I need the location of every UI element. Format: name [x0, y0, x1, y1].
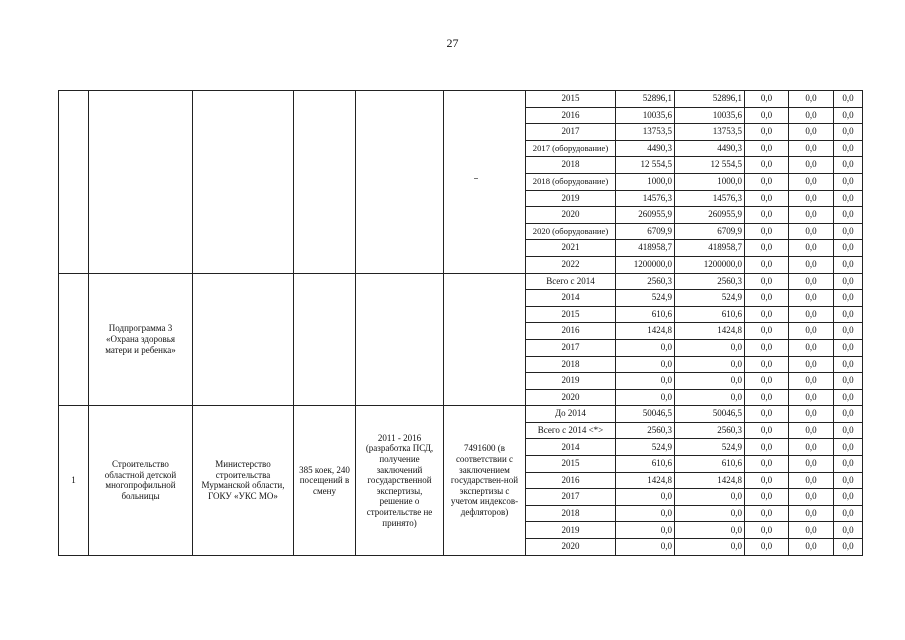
name-cell	[89, 91, 193, 274]
local-budget-cell: 0,0	[789, 124, 834, 141]
object-period: 2011 - 2016 (разработка ПСД, получение заключений государственной экспертизы, решение о строительстве не принято)	[356, 406, 444, 555]
other-sources-cell: 0,0	[834, 489, 863, 506]
federal-budget-cell: 0,0	[745, 140, 789, 157]
local-budget-cell: 0,0	[789, 356, 834, 373]
financing-table	[58, 90, 863, 556]
local-budget-cell: 0,0	[789, 223, 834, 240]
customer-cell	[193, 91, 294, 274]
federal-budget-cell: 0,0	[745, 107, 789, 124]
total-cell: 610,6	[616, 456, 675, 473]
year-cell: 2018	[526, 356, 616, 373]
other-sources-cell: 0,0	[834, 157, 863, 174]
total-cell: 0,0	[616, 522, 675, 539]
local-budget-cell: 0,0	[789, 306, 834, 323]
local-budget-cell: 0,0	[789, 339, 834, 356]
year-cell: 2020	[526, 389, 616, 406]
other-sources-cell: 0,0	[834, 140, 863, 157]
total-cell: 13753,5	[616, 124, 675, 141]
year-cell: 2016	[526, 323, 616, 340]
customer-cell	[193, 273, 294, 406]
federal-budget-cell: 0,0	[745, 472, 789, 489]
year-cell: Всего с 2014	[526, 273, 616, 290]
regional-budget-cell: 260955,9	[675, 207, 745, 224]
other-sources-cell: 0,0	[834, 456, 863, 473]
other-sources-cell: 0,0	[834, 173, 863, 190]
total-cell: 50046,5	[616, 406, 675, 423]
regional-budget-cell: 524,9	[675, 439, 745, 456]
regional-budget-cell: 0,0	[675, 356, 745, 373]
page-number: 27	[446, 36, 459, 50]
local-budget-cell: 0,0	[789, 173, 834, 190]
year-cell: 2019	[526, 522, 616, 539]
table-row	[59, 406, 863, 423]
local-budget-cell: 0,0	[789, 157, 834, 174]
year-cell: До 2014	[526, 406, 616, 423]
local-budget-cell: 0,0	[789, 91, 834, 108]
capacity-cell	[294, 91, 356, 274]
other-sources-cell: 0,0	[834, 505, 863, 522]
year-cell: 2020 (оборудование)	[526, 223, 616, 240]
other-sources-cell: 0,0	[834, 190, 863, 207]
total-cell: 52896,1	[616, 91, 675, 108]
total-cell: 0,0	[616, 539, 675, 556]
regional-budget-cell: 610,6	[675, 456, 745, 473]
federal-budget-cell: 0,0	[745, 389, 789, 406]
federal-budget-cell: 0,0	[745, 207, 789, 224]
total-cell: 0,0	[616, 389, 675, 406]
total-cell: 1000,0	[616, 173, 675, 190]
local-budget-cell: 0,0	[789, 422, 834, 439]
total-cell: 14576,3	[616, 190, 675, 207]
total-cell: 1424,8	[616, 323, 675, 340]
total-cell: 418958,7	[616, 240, 675, 257]
subprogram-name: Подпрограмма 3 «Охрана здоровья матери и ребенка»	[89, 273, 193, 406]
federal-budget-cell: 0,0	[745, 173, 789, 190]
local-budget-cell: 0,0	[789, 240, 834, 257]
total-cell: 1424,8	[616, 472, 675, 489]
regional-budget-cell: 0,0	[675, 373, 745, 390]
year-cell: 2019	[526, 190, 616, 207]
year-cell: 2014	[526, 439, 616, 456]
federal-budget-cell: 0,0	[745, 190, 789, 207]
total-cell: 2560,3	[616, 273, 675, 290]
period-cell	[356, 91, 444, 274]
federal-budget-cell: 0,0	[745, 439, 789, 456]
federal-budget-cell: 0,0	[745, 539, 789, 556]
local-budget-cell: 0,0	[789, 456, 834, 473]
regional-budget-cell: 2560,3	[675, 273, 745, 290]
total-cell: 0,0	[616, 339, 675, 356]
object-number: 1	[59, 406, 89, 555]
total-cell: 6709,9	[616, 223, 675, 240]
federal-budget-cell: 0,0	[745, 323, 789, 340]
federal-budget-cell: 0,0	[745, 422, 789, 439]
regional-budget-cell: 0,0	[675, 522, 745, 539]
year-cell: 2018	[526, 157, 616, 174]
local-budget-cell: 0,0	[789, 323, 834, 340]
total-cell: 4490,3	[616, 140, 675, 157]
object-cost: 7491600 (в соответствии с заключением государствен-ной экспертизы с учетом индексов-дефляторов)	[444, 406, 526, 555]
regional-budget-cell: 1200000,0	[675, 256, 745, 273]
federal-budget-cell: 0,0	[745, 522, 789, 539]
total-cell: 10035,6	[616, 107, 675, 124]
regional-budget-cell: 0,0	[675, 339, 745, 356]
regional-budget-cell: 1424,8	[675, 323, 745, 340]
local-budget-cell: 0,0	[789, 522, 834, 539]
local-budget-cell: 0,0	[789, 389, 834, 406]
total-cell: 2560,3	[616, 422, 675, 439]
number-cell	[59, 91, 89, 274]
other-sources-cell: 0,0	[834, 91, 863, 108]
other-sources-cell: 0,0	[834, 356, 863, 373]
local-budget-cell: 0,0	[789, 290, 834, 307]
other-sources-cell: 0,0	[834, 207, 863, 224]
year-cell: 2016	[526, 472, 616, 489]
regional-budget-cell: 0,0	[675, 539, 745, 556]
year-cell: 2015	[526, 91, 616, 108]
other-sources-cell: 0,0	[834, 273, 863, 290]
federal-budget-cell: 0,0	[745, 157, 789, 174]
stray-mark	[474, 178, 478, 179]
other-sources-cell: 0,0	[834, 406, 863, 423]
cost-cell	[444, 273, 526, 406]
federal-budget-cell: 0,0	[745, 373, 789, 390]
local-budget-cell: 0,0	[789, 190, 834, 207]
section-subprogram-3	[59, 273, 863, 406]
federal-budget-cell: 0,0	[745, 223, 789, 240]
regional-budget-cell: 0,0	[675, 489, 745, 506]
other-sources-cell: 0,0	[834, 472, 863, 489]
federal-budget-cell: 0,0	[745, 290, 789, 307]
section-object-1	[59, 406, 863, 555]
federal-budget-cell: 0,0	[745, 489, 789, 506]
federal-budget-cell: 0,0	[745, 456, 789, 473]
year-cell: Всего с 2014 <*>	[526, 422, 616, 439]
local-budget-cell: 0,0	[789, 140, 834, 157]
regional-budget-cell: 13753,5	[675, 124, 745, 141]
federal-budget-cell: 0,0	[745, 306, 789, 323]
capacity-cell	[294, 273, 356, 406]
other-sources-cell: 0,0	[834, 539, 863, 556]
regional-budget-cell: 0,0	[675, 389, 745, 406]
federal-budget-cell: 0,0	[745, 91, 789, 108]
total-cell: 0,0	[616, 373, 675, 390]
other-sources-cell: 0,0	[834, 373, 863, 390]
regional-budget-cell: 50046,5	[675, 406, 745, 423]
table-row	[59, 273, 863, 290]
cost-cell	[444, 91, 526, 274]
regional-budget-cell: 10035,6	[675, 107, 745, 124]
local-budget-cell: 0,0	[789, 439, 834, 456]
year-cell: 2015	[526, 456, 616, 473]
total-cell: 610,6	[616, 306, 675, 323]
regional-budget-cell: 1424,8	[675, 472, 745, 489]
total-cell: 0,0	[616, 356, 675, 373]
other-sources-cell: 0,0	[834, 422, 863, 439]
regional-budget-cell: 12 554,5	[675, 157, 745, 174]
other-sources-cell: 0,0	[834, 306, 863, 323]
table-row	[59, 91, 863, 108]
local-budget-cell: 0,0	[789, 256, 834, 273]
year-cell: 2014	[526, 290, 616, 307]
local-budget-cell: 0,0	[789, 273, 834, 290]
regional-budget-cell: 1000,0	[675, 173, 745, 190]
other-sources-cell: 0,0	[834, 256, 863, 273]
local-budget-cell: 0,0	[789, 107, 834, 124]
year-cell: 2016	[526, 107, 616, 124]
local-budget-cell: 0,0	[789, 539, 834, 556]
local-budget-cell: 0,0	[789, 505, 834, 522]
federal-budget-cell: 0,0	[745, 256, 789, 273]
year-cell: 2020	[526, 539, 616, 556]
federal-budget-cell: 0,0	[745, 406, 789, 423]
year-cell: 2021	[526, 240, 616, 257]
total-cell: 1200000,0	[616, 256, 675, 273]
section-top	[59, 91, 863, 274]
regional-budget-cell: 4490,3	[675, 140, 745, 157]
other-sources-cell: 0,0	[834, 107, 863, 124]
local-budget-cell: 0,0	[789, 207, 834, 224]
total-cell: 524,9	[616, 439, 675, 456]
federal-budget-cell: 0,0	[745, 273, 789, 290]
period-cell	[356, 273, 444, 406]
object-customer: Министерство строительства Мурманской области, ГОКУ «УКС МО»	[193, 406, 294, 555]
regional-budget-cell: 610,6	[675, 306, 745, 323]
total-cell: 12 554,5	[616, 157, 675, 174]
other-sources-cell: 0,0	[834, 439, 863, 456]
year-cell: 2015	[526, 306, 616, 323]
federal-budget-cell: 0,0	[745, 339, 789, 356]
number-cell	[59, 273, 89, 406]
regional-budget-cell: 52896,1	[675, 91, 745, 108]
federal-budget-cell: 0,0	[745, 356, 789, 373]
regional-budget-cell: 6709,9	[675, 223, 745, 240]
year-cell: 2020	[526, 207, 616, 224]
other-sources-cell: 0,0	[834, 290, 863, 307]
other-sources-cell: 0,0	[834, 124, 863, 141]
other-sources-cell: 0,0	[834, 323, 863, 340]
local-budget-cell: 0,0	[789, 472, 834, 489]
other-sources-cell: 0,0	[834, 339, 863, 356]
year-cell: 2017	[526, 124, 616, 141]
year-cell: 2018 (оборудование)	[526, 173, 616, 190]
federal-budget-cell: 0,0	[745, 240, 789, 257]
object-capacity: 385 коек, 240 посещений в смену	[294, 406, 356, 555]
other-sources-cell: 0,0	[834, 389, 863, 406]
regional-budget-cell: 0,0	[675, 505, 745, 522]
year-cell: 2017	[526, 339, 616, 356]
total-cell: 0,0	[616, 489, 675, 506]
year-cell: 2017	[526, 489, 616, 506]
total-cell: 0,0	[616, 505, 675, 522]
other-sources-cell: 0,0	[834, 240, 863, 257]
regional-budget-cell: 14576,3	[675, 190, 745, 207]
object-name: Строительство областной детской многопрофильной больницы	[89, 406, 193, 555]
total-cell: 260955,9	[616, 207, 675, 224]
federal-budget-cell: 0,0	[745, 505, 789, 522]
year-cell: 2018	[526, 505, 616, 522]
regional-budget-cell: 524,9	[675, 290, 745, 307]
local-budget-cell: 0,0	[789, 373, 834, 390]
total-cell: 524,9	[616, 290, 675, 307]
local-budget-cell: 0,0	[789, 489, 834, 506]
other-sources-cell: 0,0	[834, 223, 863, 240]
year-cell: 2019	[526, 373, 616, 390]
regional-budget-cell: 418958,7	[675, 240, 745, 257]
other-sources-cell: 0,0	[834, 522, 863, 539]
regional-budget-cell: 2560,3	[675, 422, 745, 439]
year-cell: 2022	[526, 256, 616, 273]
year-cell: 2017 (оборудование)	[526, 140, 616, 157]
local-budget-cell: 0,0	[789, 406, 834, 423]
federal-budget-cell: 0,0	[745, 124, 789, 141]
